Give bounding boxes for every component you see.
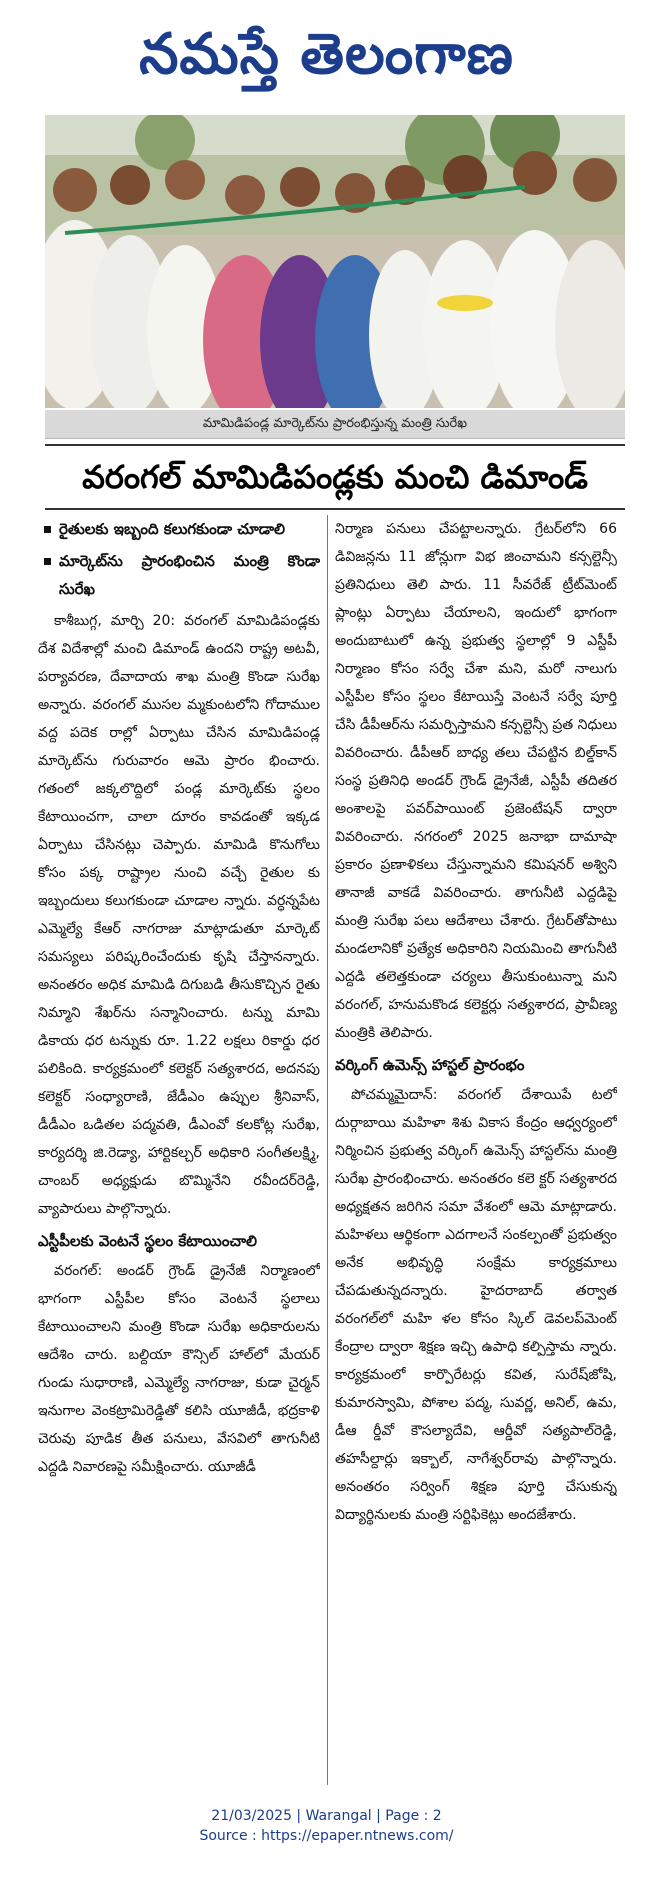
news-photo bbox=[45, 115, 625, 408]
footer-source-link[interactable]: Source : https://epaper.ntnews.com/ bbox=[199, 1828, 454, 1844]
footer-date-edition: 21/03/2025 | Warangal | Page : 2 bbox=[211, 1808, 442, 1824]
newspaper-logo: నమస్తే తెలంగాణ bbox=[139, 21, 514, 87]
crowd-photo-illustration bbox=[45, 115, 625, 408]
article-column-left bbox=[38, 515, 320, 1785]
bullet-point bbox=[44, 547, 320, 603]
page-footer bbox=[0, 1806, 653, 1846]
bullet-text: మార్కెట్‌ను ప్రారంభించిన మంత్రి కొండా సురేఖ bbox=[59, 552, 320, 598]
bullet-text: రైతులకు ఇబ్బంది కలుగకుండా చూడాలి bbox=[59, 520, 286, 538]
section-subheading: ఎస్టీపీలకు వెంటనే స్థలం కేటాయించాలి bbox=[38, 1232, 257, 1250]
column-divider bbox=[327, 515, 328, 1785]
bullet-point bbox=[44, 515, 320, 543]
bullet-square-icon bbox=[44, 526, 51, 533]
article-headline: వరంగల్ మామిడిపండ్లకు మంచి డిమాండ్ bbox=[45, 444, 625, 510]
article-paragraph: నిర్మాణ పనులు చేపట్టాలన్నారు. గ్రేటర్‌లోని 66 డివిజన్లను 11 జోన్లుగా విభ జించామని కన్సల్టెన్సీ ప్రతినిధులు తెలి పారు. 11 సీవరేజ్ ట్రీట్‌మెంట్ ప్లాంట్లు ఏర్పాటు చేయాలని, ఇందులో భాగంగా అందుబాటులో ఉన్న ప్రభుత్వ స్థలాల్లో 9 ఎస్టీపీ నిర్మాణం కోసం సర్వే చేశా మని, మరో నాలుగు ఎస్టీపీల కోసం స్థలం కేటాయిస్తే వెంటనే సర్వే పూర్తి చేసి డీపీఆర్‌ను సమర్పిస్తామని కన్సల్టెన్సీ ప్రత నిధులు వివరించారు. డీపీఆర్ బాధ్య తలు చేపట్టిన బిల్డ్‌కాన్ సంస్థ ప్రతినిధి అండర్ గ్రౌండ్ డ్రైనేజీ, ఎస్టీపీ తదితర అంశాలపై పవర్‌పాయింట్ ప్రజెంటేషన్ ద్వారా వివరించారు. నగరంలో 2025 జనాభా దామాషా ప్రకారం ప్రణాళికలు చేస్తున్నామని కమిషనర్ అశ్విని తానాజీ వాకడే వివరించారు. తాగునీటి ఎద్దడిపై మంత్రి సురేఖ పలు ఆదేశాలు చేశారు. గ్రేటర్‌తోపాటు మండలానికో ప్రత్యేక అధికారిని నియమించి తాగునీటి ఎద్దడి తలెత్తకుండా చర్యలు తీసుకుంటున్నా మని వరంగల్, హనుమకొండ కలెక్టర్లు సత్యశారద, ప్రావీణ్య మంత్రికి తెలిపారు. bbox=[335, 521, 617, 1041]
article-paragraph: కాశీబుగ్గ, మార్చి 20: వరంగల్ మామిడిపండ్లకు దేశ విదేశాల్లో మంచి డిమాండ్ ఉందని రాష్ట్ర అటవీ, పర్యావరణ, దేవాదాయ శాఖ మంత్రి కొండా సురేఖ అన్నారు. వరంగల్ ముసల మ్మకుంటలోని గోదాముల వద్ద పదెక రాల్లో ఏర్పాటు చేసిన మామిడిపండ్ల మార్కెట్‌ను గురువారం ఆమె ప్రారం భించారు. గతంలో జక్కలొద్దిలో పండ్ల మార్కెట్‌కు స్థలం కేటాయించగా, చాలా దూరం కావడంతో ఇక్కడ ఏర్పాటు చేసినట్లు చెప్పారు. మామిడి కొనుగోలు కోసం పక్క రాష్ట్రాల నుంచి వచ్చే రైతుల కు ఇబ్బందులు కలుగకుండా చూడాల న్నారు. వర్ధన్నపేట ఎమ్మెల్యే కేఆర్ నాగరాజు మాట్లాడుతూ మార్కెట్ సమస్యలు పరిష్కరించేందుకు కృషి చేస్తానన్నారు. అనంతరం అధిక మామిడి దిగుబడి తీసుకొచ్చిన రైతు నిమ్మాని శేఖర్‌ను సన్మానించారు. టన్ను మామి డికాయ ధర టన్నుకు రూ. 1.22 లక్షలు రికార్డు ధర పలికింది. కార్యక్రమంలో కలెక్టర్ సత్యశారద, అదనపు కలెక్టర్ సంధ్యారాణి, జేడీఎం ఉప్పుల శ్రీనివాస్, డీడీఎం ఒడితల పద్మవతి, డీఎంవో కలకోట్ల సురేఖ, కార్యదర్శి జి.రెడ్యా, హార్టికల్చర్ అధికారి సంగీతలక్ష్మి, చాంబర్ అధ్యక్షుడు బొమ్మినేని రవీందర్‌రెడ్డి, వ్యాపారులు పాల్గొన్నారు. bbox=[38, 613, 320, 1217]
masthead bbox=[0, 0, 653, 110]
article-paragraph: వరంగల్: అండర్ గ్రౌండ్ డ్రైనేజీ నిర్మాణంలో భాగంగా ఎస్టీపీల కోసం వెంటనే స్థలాలు కేటాయించాలని మంత్రి కొండా సురేఖ అధికారులను ఆదేశిం చారు. బల్దియా కౌన్సిల్ హాల్‌లో మేయర్ గుండు సుధారాణి, ఎమ్మెల్యే నాగరాజు, కుడా చైర్మన్ ఇనుగాల వెంకట్రామిరెడ్డితో కలిసి యూజీడీ, భద్రకాళి చెరువు పూడిక తీత పనులు, వేసవిలో తాగునీటి ఎద్దడి నివారణపై సమీక్షించారు. యూజీడీ bbox=[38, 1263, 320, 1475]
bullet-square-icon bbox=[44, 558, 51, 565]
photo-caption: మామిడిపండ్ల మార్కెట్‌ను ప్రారంభిస్తున్న మంత్రి సురేఖ bbox=[45, 410, 625, 439]
article-paragraph: పోచమ్మమైదాన్: వరంగల్ దేశాయిపే టలో దుర్గాబాయి మహిళా శిశు వికాస కేంద్రం ఆధ్వర్యంలో నిర్మించిన ప్రభుత్వ వర్కింగ్ ఉమెన్స్ హాస్టల్‌ను మంత్రి సురేఖ ప్రారంభించారు. అనంతరం కలె క్టర్ సత్యశారద అధ్యక్షతన జరిగిన సమా వేశంలో ఆమె మాట్లాడారు. మహిళలు ఆర్థికంగా ఎదగాలనే సంకల్పంతో ప్రభుత్వం అనేక అభివృద్ధి సంక్షేమ కార్యక్రమాలు చేపడుతున్నదన్నారు. హైదరాబాద్ తర్వాత వరంగల్‌లో మహి ళల కోసం స్కిల్ డెవలప్‌మెంట్ కేంద్రాల ద్వారా శిక్షణ ఇచ్చి ఉపాధి కల్పిస్తామ న్నారు. కార్యక్రమంలో కార్పొరేటర్లు కవిత, సురేష్‌జోషి, కుమారస్వామి, పోశాల పద్మ, సువర్ణ, అనిల్, ఉమ, డీఆ ర్డీవో కౌసల్యాదేవి, ఆర్డీవో సత్యపాల్‌రెడ్డి, తహసీల్దార్లు ఇక్బాల్, నాగేశ్వర్‌రావు పాల్గొన్నారు. అనంతరం సర్వింగ్ శిక్షణ పూర్తి చేసుకున్న విద్యార్థినులకు మంత్రి సర్టిఫికెట్లు అందజేశారు. bbox=[335, 1087, 617, 1523]
section-subheading: వర్కింగ్ ఉమెన్స్ హాస్టల్ ప్రారంభం bbox=[335, 1056, 525, 1074]
article-column-right bbox=[335, 515, 617, 1785]
